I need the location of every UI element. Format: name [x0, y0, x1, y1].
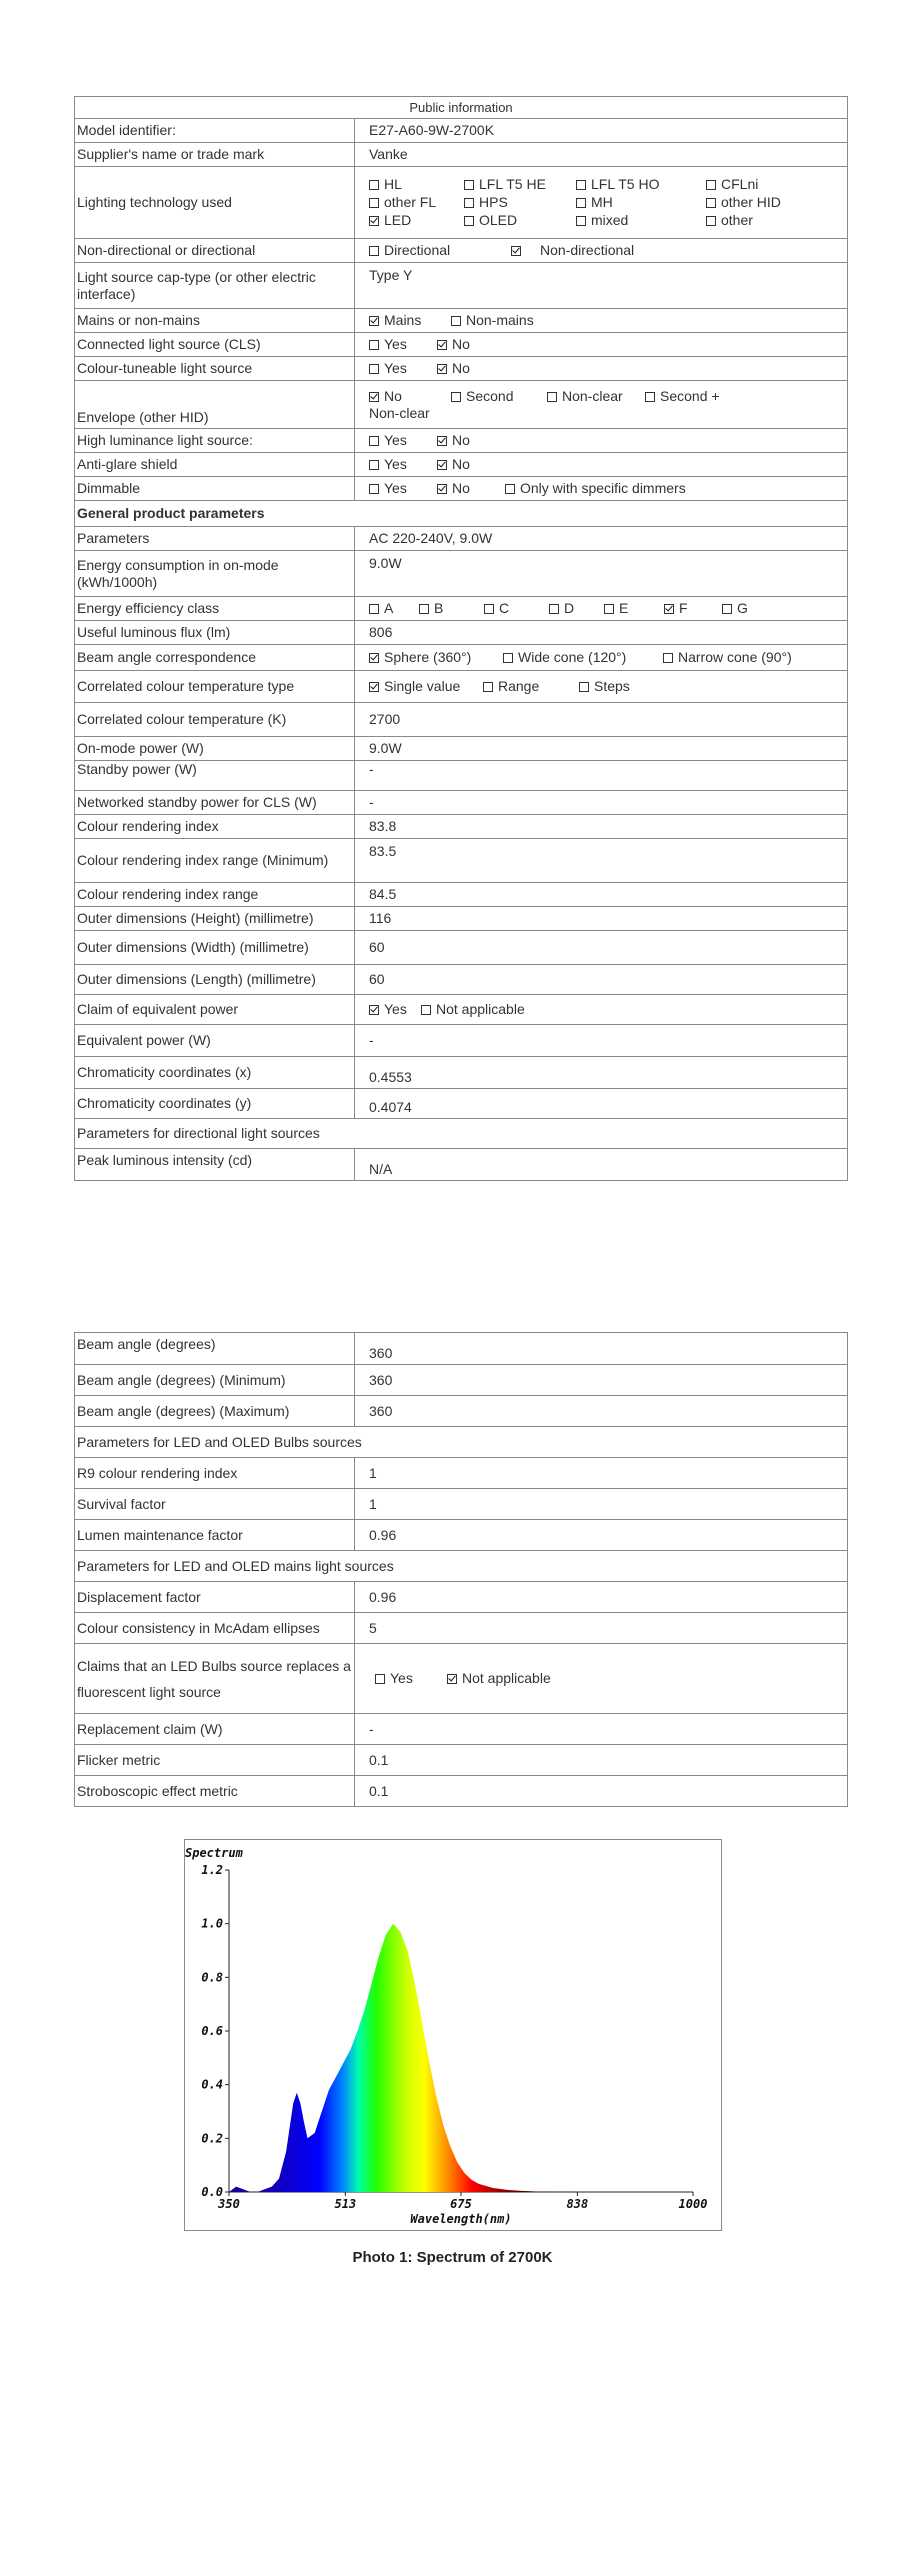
lighting-hl-option [369, 176, 464, 193]
lighting-other-fl-option [369, 194, 464, 211]
beam-angle-max-value: 360 [355, 1396, 848, 1427]
lighting-other-fl-checkbox[interactable] [369, 198, 379, 208]
lighting-other-hid-checkbox[interactable] [706, 198, 716, 208]
dimmable-yes-checkbox[interactable] [369, 484, 379, 494]
dimmable-no-checkbox[interactable] [437, 484, 447, 494]
lighting-oled-label: OLED [479, 212, 518, 228]
cls-yes-checkbox[interactable] [369, 340, 379, 350]
displacement-value: 0.96 [355, 1582, 848, 1613]
equivalent-power-label: Equivalent power (W) [75, 1025, 355, 1057]
steps-checkbox[interactable] [579, 682, 589, 692]
height-label: Outer dimensions (Height) (millimetre) [75, 907, 355, 931]
directional-checkbox[interactable] [369, 246, 379, 256]
public-information-title: Public information [75, 97, 848, 119]
lighting-hps-label: HPS [479, 194, 508, 210]
high-lum-no-label: No [452, 432, 470, 448]
displacement-label: Displacement factor [75, 1582, 355, 1613]
dimmable-specific-label: Only with specific dimmers [520, 480, 686, 496]
dimmable-label: Dimmable [75, 477, 355, 501]
tuneable-no-checkbox[interactable] [437, 364, 447, 374]
lighting-lfl-t5-he-checkbox[interactable] [464, 180, 474, 190]
width-value: 60 [355, 931, 848, 965]
mains-label: Mains or non-mains [75, 309, 355, 333]
lighting-mixed-label: mixed [591, 212, 629, 228]
cri-range-label: Colour rendering index range [75, 883, 355, 907]
led-bulbs-section-title: Parameters for LED and OLED Bulbs sources [75, 1427, 848, 1458]
eec-class-b-label: B [434, 600, 444, 616]
lighting-mixed-option [576, 212, 706, 229]
supplier-label: Supplier's name or trade mark [75, 143, 355, 167]
lighting-other-option [706, 212, 826, 229]
beam-angle-label: Beam angle (degrees) [75, 1333, 355, 1365]
model-identifier-label: Model identifier: [75, 119, 355, 143]
tuneable-label: Colour-tuneable light source [75, 357, 355, 381]
eec-label: Energy efficiency class [75, 597, 355, 621]
supplier-value: Vanke [355, 143, 848, 167]
survival-label: Survival factor [75, 1489, 355, 1520]
x-tick-label: 350 [218, 2197, 240, 2211]
single-value-label: Single value [384, 678, 461, 694]
lighting-other-hid-option [706, 194, 826, 211]
flux-label: Useful luminous flux (lm) [75, 621, 355, 645]
standby-label: Standby power (W) [75, 761, 355, 791]
onmode-value: 9.0W [355, 737, 848, 761]
cct-label: Correlated colour temperature (K) [75, 703, 355, 737]
lighting-cflni-label: CFLni [721, 176, 759, 192]
spectrum-chart [184, 1839, 722, 2231]
mcadam-value: 5 [355, 1613, 848, 1644]
chroma-x-value: 0.4553 [355, 1057, 848, 1089]
cap-type-value: Type Y [355, 263, 848, 309]
envelope-no-checkbox[interactable] [369, 392, 379, 402]
lighting-led-checkbox[interactable] [369, 216, 379, 226]
high-luminance-label: High luminance light source: [75, 429, 355, 453]
spectrum-area [229, 1924, 693, 2192]
parameters-value: AC 220-240V, 9.0W [355, 527, 848, 551]
peak-intensity-label: Peak luminous intensity (cd) [75, 1149, 355, 1181]
beam-correspondence-label: Beam angle correspondence [75, 645, 355, 671]
model-identifier-value: E27-A60-9W-2700K [355, 119, 848, 143]
eec-class-d-checkbox[interactable] [549, 604, 559, 614]
directional-section-title: Parameters for directional light sources [75, 1119, 848, 1149]
general-parameters-title: General product parameters [75, 501, 848, 527]
length-value: 60 [355, 965, 848, 995]
stroboscopic-value: 0.1 [355, 1776, 848, 1807]
eec-class-c-checkbox[interactable] [484, 604, 494, 614]
lighting-cflni-option [706, 176, 826, 193]
lighting-other-checkbox[interactable] [706, 216, 716, 226]
dimmable-no-label: No [452, 480, 470, 496]
lighting-other-fl-label: other FL [384, 194, 437, 210]
lighting-lfl-t5-he-option [464, 176, 576, 193]
sphere-checkbox[interactable] [369, 653, 379, 663]
directional-option-label: Directional [384, 242, 451, 258]
non-mains-option-label: Non-mains [466, 312, 534, 328]
antiglare-label: Anti-glare shield [75, 453, 355, 477]
beam-angle-max-label: Beam angle (degrees) (Maximum) [75, 1396, 355, 1427]
cls-label: Connected light source (CLS) [75, 333, 355, 357]
sphere-label: Sphere (360°) [384, 649, 472, 665]
equiv-na-checkbox[interactable] [421, 1005, 431, 1015]
antiglare-yes-checkbox[interactable] [369, 460, 379, 470]
envelope-no-label: No [384, 387, 402, 404]
led-mains-section-title: Parameters for LED and OLED mains light sources [75, 1551, 848, 1582]
survival-value: 1 [355, 1489, 848, 1520]
mains-option-label: Mains [384, 312, 422, 328]
replacement-label: Replacement claim (W) [75, 1714, 355, 1745]
eec-class-c-option [484, 600, 549, 617]
eec-class-e-label: E [619, 600, 629, 616]
lighting-hps-checkbox[interactable] [464, 198, 474, 208]
wide-cone-checkbox[interactable] [503, 653, 513, 663]
parameters-label: Parameters [75, 527, 355, 551]
lighting-cflni-checkbox[interactable] [706, 180, 716, 190]
eec-class-a-option [369, 600, 419, 617]
envelope-second-checkbox[interactable] [451, 392, 461, 402]
dimmable-specific-checkbox[interactable] [505, 484, 515, 494]
y-tick-label: 0.8 [201, 1970, 223, 1985]
cct-value: 2700 [355, 703, 848, 737]
lighting-mh-checkbox[interactable] [576, 198, 586, 208]
steps-label: Steps [594, 678, 630, 694]
spectrum-plot [185, 1840, 721, 2230]
lighting-led-label: LED [384, 212, 412, 228]
fluor-yes-checkbox[interactable] [375, 1674, 385, 1684]
equivalent-claim-label: Claim of equivalent power [75, 995, 355, 1025]
chart-title: Spectrum [185, 1846, 243, 1860]
x-tick-label: 838 [566, 2197, 589, 2211]
envelope-second-plus-checkbox[interactable] [645, 392, 655, 402]
energy-consumption-label: Energy consumption in on-mode (kWh/1000h) [75, 551, 355, 597]
eec-class-g-checkbox[interactable] [722, 604, 732, 614]
eec-class-f-label: F [679, 600, 688, 616]
lighting-mh-option [576, 194, 706, 211]
lighting-other-hid-label: other HID [721, 194, 781, 210]
width-label: Outer dimensions (Width) (millimetre) [75, 931, 355, 965]
standby-value: - [355, 761, 848, 791]
figure-caption: Photo 1: Spectrum of 2700K [352, 2249, 553, 2266]
fluor-yes-label: Yes [390, 1670, 413, 1686]
lighting-mixed-checkbox[interactable] [576, 216, 586, 226]
wide-cone-label: Wide cone (120°) [518, 649, 627, 665]
high-lum-yes-checkbox[interactable] [369, 436, 379, 446]
equiv-yes-checkbox[interactable] [369, 1005, 379, 1015]
equiv-yes-label: Yes [384, 1001, 407, 1017]
lighting-lfl-t5-ho-label: LFL T5 HO [591, 176, 660, 192]
eec-class-e-option [604, 600, 664, 617]
lighting-led-option [369, 212, 464, 229]
envelope-nonclear-checkbox[interactable] [547, 392, 557, 402]
chroma-y-label: Chromaticity coordinates (y) [75, 1089, 355, 1119]
cls-no-checkbox[interactable] [437, 340, 447, 350]
eec-class-a-label: A [384, 600, 394, 616]
tuneable-yes-checkbox[interactable] [369, 364, 379, 374]
lighting-hl-label: HL [384, 176, 402, 192]
fluorescent-claim-label: Claims that an LED Bulbs source replaces a fluorescent light source [75, 1644, 355, 1714]
non-directional-checkbox[interactable] [511, 246, 521, 256]
envelope-nonclear-2-label: Non-clear [369, 404, 430, 421]
x-axis-label: Wavelength(nm) [410, 2212, 512, 2226]
y-tick-label: 0.4 [201, 2077, 223, 2092]
cls-no-label: No [452, 336, 470, 352]
envelope-second-label: Second [466, 387, 514, 404]
eec-class-c-label: C [499, 600, 510, 616]
equiv-na-label: Not applicable [436, 1001, 525, 1017]
beam-angle-min-label: Beam angle (degrees) (Minimum) [75, 1365, 355, 1396]
fluor-na-label: Not applicable [462, 1670, 551, 1686]
single-value-checkbox[interactable] [369, 682, 379, 692]
bulb-parameters-table [74, 1332, 848, 1807]
range-label: Range [498, 678, 540, 694]
lighting-technology-label: Lighting technology used [75, 167, 355, 239]
eec-class-b-option [419, 600, 484, 617]
lighting-lfl-t5-ho-checkbox[interactable] [576, 180, 586, 190]
cct-type-label: Correlated colour temperature type [75, 671, 355, 703]
narrow-cone-label: Narrow cone (90°) [678, 649, 792, 665]
cri-range-value: 84.5 [355, 883, 848, 907]
dimmable-yes-label: Yes [384, 480, 407, 496]
eec-class-f-checkbox[interactable] [664, 604, 674, 614]
stroboscopic-label: Stroboscopic effect metric [75, 1776, 355, 1807]
eec-class-a-checkbox[interactable] [369, 604, 379, 614]
narrow-cone-checkbox[interactable] [663, 653, 673, 663]
equivalent-power-value: - [355, 1025, 848, 1057]
high-lum-yes-label: Yes [384, 432, 407, 448]
lighting-hps-option [464, 194, 576, 211]
cri-min-label: Colour rendering index range (Minimum) [75, 839, 355, 883]
cls-yes-label: Yes [384, 336, 407, 352]
eec-options [355, 597, 848, 621]
length-label: Outer dimensions (Length) (millimetre) [75, 965, 355, 995]
directional-label: Non-directional or directional [75, 239, 355, 263]
peak-intensity-value: N/A [355, 1149, 848, 1181]
networked-standby-value: - [355, 791, 848, 815]
replacement-value: - [355, 1714, 848, 1745]
cri-min-value: 83.5 [355, 839, 848, 883]
chroma-y-value: 0.4074 [355, 1089, 848, 1119]
eec-class-g-option [722, 600, 762, 617]
x-tick-label: 1000 [678, 2197, 708, 2211]
tuneable-no-label: No [452, 360, 470, 376]
y-tick-label: 1.0 [201, 1916, 223, 1931]
onmode-label: On-mode power (W) [75, 737, 355, 761]
range-checkbox[interactable] [483, 682, 493, 692]
x-tick-label: 513 [334, 2197, 357, 2211]
envelope-second-plus-label: Second + [660, 387, 720, 404]
lighting-technology-options [369, 176, 845, 229]
flicker-value: 0.1 [355, 1745, 848, 1776]
lighting-oled-checkbox[interactable] [464, 216, 474, 226]
eec-class-d-label: D [564, 600, 575, 616]
fluor-na-checkbox[interactable] [447, 1674, 457, 1684]
lighting-mh-label: MH [591, 194, 613, 210]
r9-label: R9 colour rendering index [75, 1458, 355, 1489]
lighting-lfl-t5-ho-option [576, 176, 706, 193]
lighting-other-label: other [721, 212, 753, 228]
antiglare-no-label: No [452, 456, 470, 472]
flicker-label: Flicker metric [75, 1745, 355, 1776]
cri-label: Colour rendering index [75, 815, 355, 839]
y-tick-label: 1.2 [201, 1863, 223, 1877]
lighting-lfl-t5-he-label: LFL T5 HE [479, 176, 546, 192]
eec-class-f-option [664, 600, 722, 617]
cri-value: 83.8 [355, 815, 848, 839]
public-information-table [74, 96, 848, 1181]
eec-class-d-option [549, 600, 604, 617]
non-mains-checkbox[interactable] [451, 316, 461, 326]
antiglare-yes-label: Yes [384, 456, 407, 472]
chroma-x-label: Chromaticity coordinates (x) [75, 1057, 355, 1089]
lumen-maintenance-label: Lumen maintenance factor [75, 1520, 355, 1551]
envelope-label: Envelope (other HID) [75, 381, 355, 429]
beam-angle-value: 360 [355, 1333, 848, 1365]
height-value: 116 [355, 907, 848, 931]
mains-checkbox[interactable] [369, 316, 379, 326]
lumen-maintenance-value: 0.96 [355, 1520, 848, 1551]
lighting-oled-option [464, 212, 576, 229]
envelope-nonclear-label: Non-clear [562, 387, 623, 404]
eec-class-e-checkbox[interactable] [604, 604, 614, 614]
flux-value: 806 [355, 621, 848, 645]
networked-standby-label: Networked standby power for CLS (W) [75, 791, 355, 815]
y-tick-label: 0.0 [201, 2185, 223, 2199]
y-tick-label: 0.2 [201, 2131, 223, 2146]
high-lum-no-checkbox[interactable] [437, 436, 447, 446]
energy-consumption-value: 9.0W [355, 551, 848, 597]
x-tick-label: 675 [450, 2197, 472, 2211]
eec-class-b-checkbox[interactable] [419, 604, 429, 614]
y-tick-label: 0.6 [201, 2024, 223, 2038]
beam-angle-min-value: 360 [355, 1365, 848, 1396]
tuneable-yes-label: Yes [384, 360, 407, 376]
eec-class-g-label: G [737, 600, 748, 616]
cap-type-label: Light source cap-type (or other electric interface) [75, 263, 355, 309]
antiglare-no-checkbox[interactable] [437, 460, 447, 470]
r9-value: 1 [355, 1458, 848, 1489]
lighting-hl-checkbox[interactable] [369, 180, 379, 190]
mcadam-label: Colour consistency in McAdam ellipses [75, 1613, 355, 1644]
non-directional-option-label: Non-directional [540, 242, 635, 258]
